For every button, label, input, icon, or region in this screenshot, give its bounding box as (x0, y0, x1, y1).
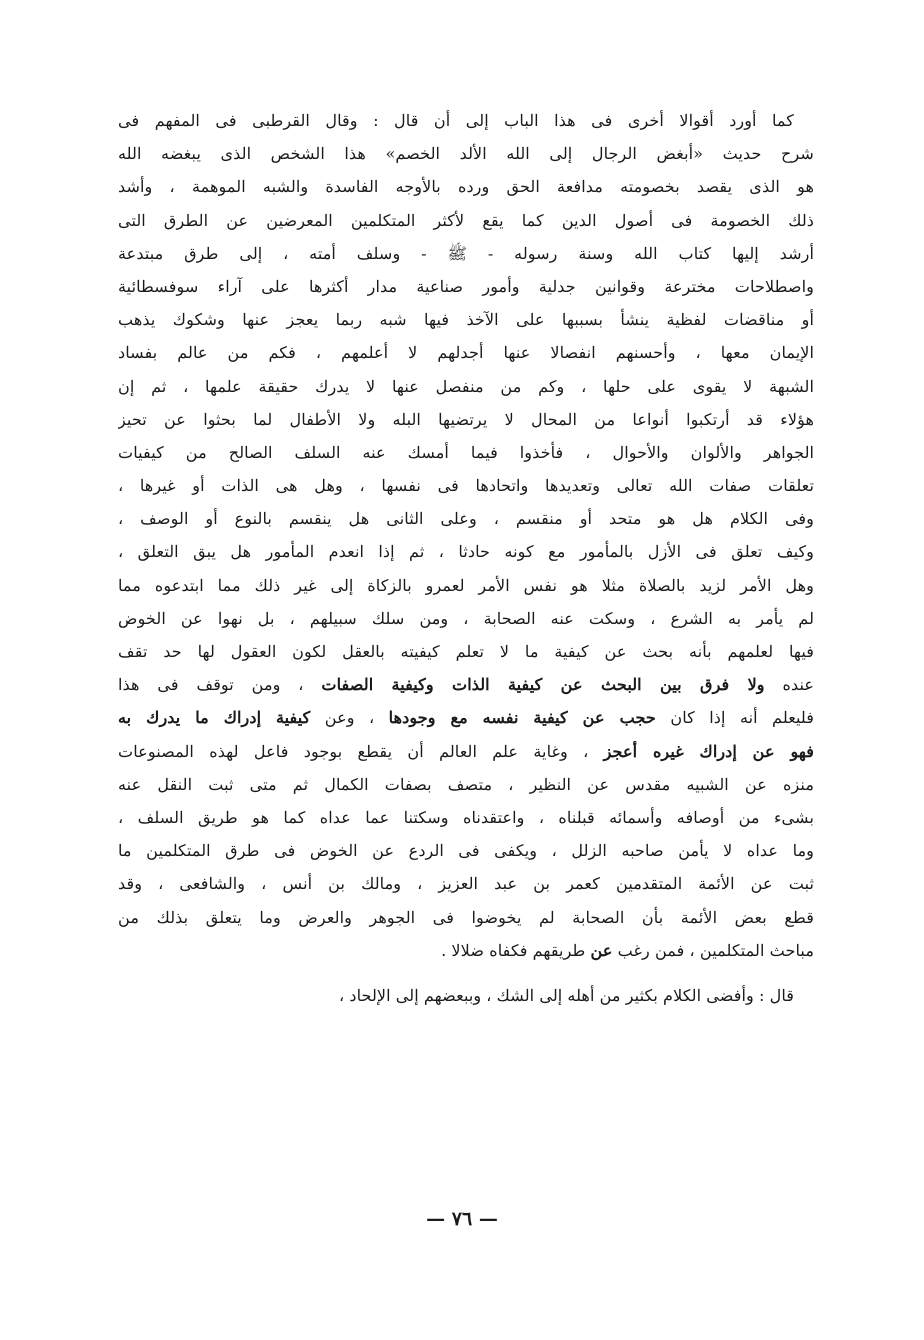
line-segment: ، وغاية علم العالم أن يقطع بوجود فاعل لهذه المصنوعات (118, 741, 604, 761)
text-line: الجواهر والألوان والأحوال ، فأخذوا فيما أمسك عنه السلف الصالح من كيفيات (118, 442, 814, 462)
text-line: قطع بعض الأئمة بأن الصحابة لم يخوضوا فى الجوهر والعرض وما يتعلق بذلك من (118, 907, 814, 927)
text-line-with-bold (118, 735, 814, 768)
text-line: الإيمان معها ، وأحسنهم انفصالا عنها أجدلهم لا أعلمهم ، فكم من عالم بفساد (118, 343, 814, 363)
text-line: كما أورد أقوالا أخرى فى هذا الباب إلى أن قال : وقال القرطبى فى المفهم فى (118, 111, 794, 130)
text-line: هؤلاء قد أرتكبوا أنواعا من المحال لا يرتضيها البله ولا الأطفال لما بحثوا عن تحيز (118, 409, 814, 429)
text-line: بشىء من أوصافه وأسمائه قبلناه ، واعتقدناه وسكتنا عما عداه كما هو طريق السلف ، (118, 807, 814, 827)
text-line-with-bold (118, 668, 814, 701)
text-line: وكيف تعلق فى الأزل بالمأمور مع كونه حادثا ، ثم إذا انعدم المأمور هل يبق التعلق ، (118, 542, 814, 562)
line-segment: فليعلم أنه إذا كان (655, 708, 814, 728)
text-line: ثبت عن الأئمة المتقدمين كعمر بن عبد العزيز ، ومالك بن أنس ، والشافعى ، وقد (118, 874, 814, 894)
bold-phrase: عن (590, 940, 613, 960)
text-line: ذلك الخصومة فى أصول الدين كما يقع لأكثر المتكلمين المعرضين عن الطرق التى (118, 210, 814, 230)
text-line: وهل الأمر لزيد بالصلاة مثلا هو نفس الأمر لعمرو بالزكاة إلى غير ذلك مما ابتدعوه مما (118, 575, 814, 595)
text-line: أو مناقضات لفظية ينشأ بسببها على الآخذ فيها شبه ربما يعجز عنها وشكوك يذهب (118, 310, 814, 330)
line-segment: مباحث المتكلمين ، فمن رغب (612, 940, 814, 960)
text-line: تعلقات صفات الله تعالى وتعديدها واتحادها فى نفسها ، وهل هى الذات أو غيرها ، (118, 476, 814, 496)
text-line-with-bold (118, 701, 814, 734)
text-line: وما عداه لا يأمن صاحبه الزلل ، ويكفى فى الردع عن الخوض فى طرق المتكلمين ما (118, 841, 814, 861)
bold-phrase: حجب عن كيفية نفسه مع وجودها (388, 708, 656, 728)
page-number: — ٧٦ — (426, 1208, 498, 1230)
text-line: واصطلاحات مخترعة وقوانين جدلية وأمور صناعية مدار أكثرها على آراء سوفسطائية (118, 276, 814, 296)
text-line: أرشد إليها كتاب الله وسنة رسوله - ﷺ - وسلف أمته ، إلى طرق مبتدعة (118, 243, 814, 263)
paragraph-last-line (118, 934, 814, 967)
text-line: شرح حديث «أبغض الرجال إلى الله الألد الخصم» هذا الشخص الذى يبغضه الله (118, 144, 814, 164)
page-body (118, 104, 814, 1012)
line-segment: ، ومن توقف فى هذا (118, 675, 322, 695)
text-line: هو الذى يقصد بخصومته مدافعة الحق ورده بالأوجه الفاسدة والشبه الموهمة ، وأشد (118, 177, 814, 197)
bold-phrase: كيفية إدراك ما يدرك به (118, 708, 311, 728)
line-segment: ، وعن (310, 708, 389, 728)
text-line: وفى الكلام هل هو متحد أو منقسم ، وعلى الثانى هل ينقسم بالنوع أو الوصف ، (118, 509, 814, 529)
line-segment: عنده (764, 675, 814, 695)
text-line: منزه عن الشبيه مقدس عن النظير ، متصف بصفات الكمال ثم متى ثبت النقل عنه (118, 774, 814, 794)
text-line: لم يأمر به الشرع ، وسكت عنه الصحابة ، ومن سلك سبيلهم ، بل نهوا عن الخوض (118, 608, 814, 628)
paragraph-2: قال : وأفضى الكلام بكثير من أهله إلى الشك ، وببعضهم إلى الإلحاد ، (339, 985, 794, 1005)
line-segment: طريقهم فكفاه ضلالا . (441, 940, 591, 960)
bold-phrase: فهو عن إدراك غيره أعجز (603, 741, 814, 761)
text-line: الشبهة لا يقوى على حلها ، وكم من منفصل عنها لا يدرك حقيقة علمها ، ثم إن (118, 376, 814, 396)
bold-phrase: ولا فرق بين البحث عن كيفية الذات وكيفية الصفات (321, 675, 765, 695)
text-line: فيها لعلمهم بأنه بحث عن كيفية ما لا تعلم كيفيته بالعقل لكون العقول لها حد تقف (118, 642, 814, 661)
